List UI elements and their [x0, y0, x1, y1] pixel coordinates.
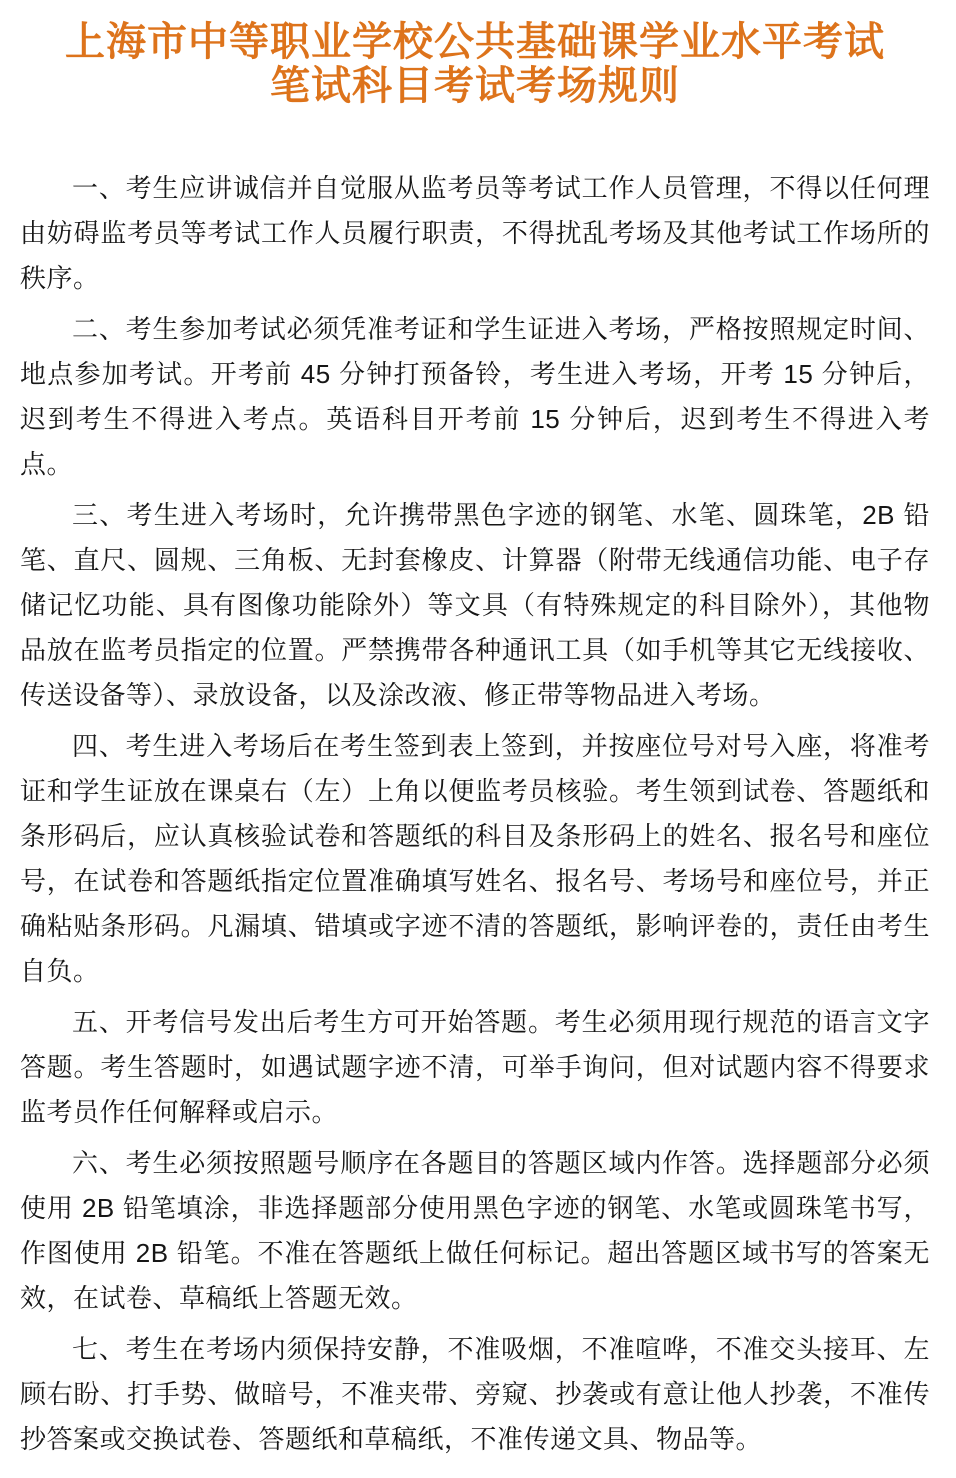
rule-paragraph-7: 七、考生在考场内须保持安静，不准吸烟，不准喧哗，不准交头接耳、左顾右盼、打手势、做暗号，不准夹带、旁窥、抄袭或有意让他人抄袭，不准传抄答案或交换试卷、答题纸和草稿纸，不准传递文具、物品等。 [20, 1334, 930, 1454]
rule-paragraph-1: 一、考生应讲诚信并自觉服从监考员等考试工作人员管理，不得以任何理由妨碍监考员等考试工作人员履行职责，不得扰乱考场及其他考试工作场所的秩序。 [20, 173, 930, 293]
rule-paragraph-5: 五、开考信号发出后考生方可开始答题。考生必须用现行规范的语言文字答题。考生答题时，如遇试题字迹不清，可举手询问，但对试题内容不得要求监考员作任何解释或启示。 [20, 1007, 930, 1127]
rule-paragraph-6: 六、考生必须按照题号顺序在各题目的答题区域内作答。选择题部分必须使用 2B 铅笔填涂，非选择题部分使用黑色字迹的钢笔、水笔或圆珠笔书写，作图使用 2B 铅笔。不准在答题纸上做任何标记。超出答题区域书写的答案无效，在试卷、草稿纸上答题无效。 [20, 1148, 930, 1313]
page-title-line-1: 上海市中等职业学校公共基础课学业水平考试 [65, 19, 885, 64]
rule-paragraph-4: 四、考生进入考场后在考生签到表上签到，并按座位号对号入座，将准考证和学生证放在课桌右（左）上角以便监考员核验。考生领到试卷、答题纸和条形码后，应认真核验试卷和答题纸的科目及条形码上的姓名、报名号和座位号，在试卷和答题纸指定位置准确填写姓名、报名号、考场号和座位号，并正确粘贴条形码。凡漏填、错填或字迹不清的答题纸，影响评卷的，责任由考生自负。 [20, 731, 930, 986]
page-title [20, 20, 930, 108]
rules-body [20, 166, 930, 1462]
page-title-line-2: 笔试科目考试考场规则 [270, 63, 680, 108]
rule-paragraph-3: 三、考生进入考场时，允许携带黑色字迹的钢笔、水笔、圆珠笔，2B 铅笔、直尺、圆规、三角板、无封套橡皮、计算器（附带无线通信功能、电子存储记忆功能、具有图像功能除外）等文具（有特殊规定的科目除外），其他物品放在监考员指定的位置。严禁携带各种通讯工具（如手机等其它无线接收、传送设备等）、录放设备，以及涂改液、修正带等物品进入考场。 [20, 500, 930, 710]
rule-paragraph-2: 二、考生参加考试必须凭准考证和学生证进入考场，严格按照规定时间、地点参加考试。开考前 45 分钟打预备铃，考生进入考场，开考 15 分钟后，迟到考生不得进入考点。英语科目开考前 15 分钟后，迟到考生不得进入考点。 [20, 314, 930, 479]
